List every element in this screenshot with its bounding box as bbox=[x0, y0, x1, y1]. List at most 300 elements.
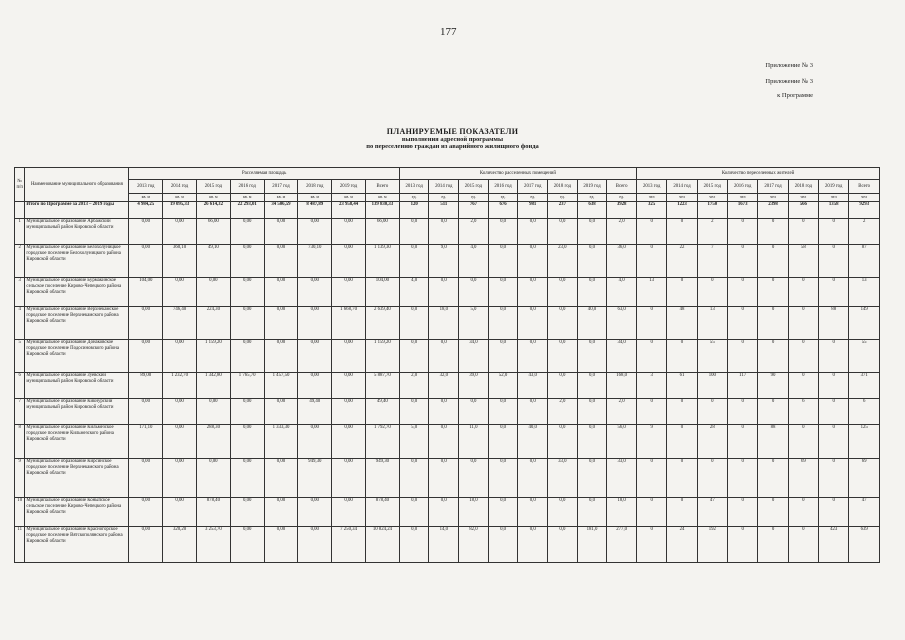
rooms-value: 34,0 bbox=[607, 340, 637, 373]
area-value: 0,00 bbox=[332, 498, 366, 527]
rooms-value: 2,0 bbox=[548, 399, 578, 425]
area-value: 171,10 bbox=[129, 425, 163, 459]
people-value: 13 bbox=[636, 278, 666, 307]
rooms-value: 52,0 bbox=[488, 373, 518, 399]
rooms-value: 36,0 bbox=[607, 245, 637, 278]
header-row-years bbox=[15, 180, 880, 194]
people-value: 0 bbox=[758, 527, 788, 563]
municipality-name: Муниципальное образование Зуевский муниципальный район Кировской области bbox=[25, 373, 129, 399]
total-rooms-value: 511 bbox=[429, 202, 459, 219]
rooms-value: 32,0 bbox=[429, 373, 459, 399]
people-value: 0 bbox=[636, 340, 666, 373]
header-unit: чел bbox=[697, 194, 727, 202]
people-value: 0 bbox=[667, 219, 697, 245]
area-value: 0,00 bbox=[230, 307, 264, 340]
municipality-name: Муниципальное образование Кильмезское городское поселение Кильмезского района Кировской области bbox=[25, 425, 129, 459]
municipality-name: Муниципальное образование Арбажский муниципальный район Кировской области bbox=[25, 219, 129, 245]
people-value: 0 bbox=[788, 498, 818, 527]
people-value: 69 bbox=[849, 459, 880, 498]
rooms-value: 0,0 bbox=[488, 399, 518, 425]
rooms-value: 0,0 bbox=[518, 399, 548, 425]
area-value: 1 232,70 bbox=[163, 373, 197, 399]
area-value: 0,00 bbox=[230, 219, 264, 245]
header-row bbox=[15, 168, 880, 180]
header-row-units bbox=[15, 194, 880, 202]
total-people-value: 9293 bbox=[849, 202, 880, 219]
header-year: 2018 год bbox=[298, 180, 332, 194]
row-number: 11 bbox=[15, 527, 25, 563]
rooms-value: 5,0 bbox=[399, 425, 429, 459]
area-value: 0,00 bbox=[230, 340, 264, 373]
row-number: 7 bbox=[15, 399, 25, 425]
rooms-value: 34,0 bbox=[459, 340, 489, 373]
header-unit: ед. bbox=[518, 194, 548, 202]
page-number: 177 bbox=[440, 26, 457, 38]
area-value: 0,00 bbox=[298, 278, 332, 307]
people-value: 0 bbox=[819, 399, 849, 425]
title-line-1: ПЛАНИРУЕМЫЕ ПОКАЗАТЕЛИ bbox=[386, 127, 519, 136]
total-rooms-value: 767 bbox=[459, 202, 489, 219]
rooms-value: 5,0 bbox=[459, 307, 489, 340]
rooms-value: 4,0 bbox=[459, 245, 489, 278]
rooms-value: 33,0 bbox=[607, 459, 637, 498]
rooms-value: 181,0 bbox=[577, 527, 607, 563]
rooms-value: 18,0 bbox=[607, 498, 637, 527]
area-value: 0,00 bbox=[230, 527, 264, 563]
rooms-value: 0,0 bbox=[459, 278, 489, 307]
header-unit: кв. м bbox=[332, 194, 366, 202]
rooms-value: 0,0 bbox=[399, 399, 429, 425]
row-number: 2 bbox=[15, 245, 25, 278]
area-value: 0,00 bbox=[163, 425, 197, 459]
row-number: 8 bbox=[15, 425, 25, 459]
rooms-value: 9,0 bbox=[429, 245, 459, 278]
rooms-value: 56,0 bbox=[607, 425, 637, 459]
area-value: 1 159,20 bbox=[196, 340, 230, 373]
row-number: 4 bbox=[15, 307, 25, 340]
rooms-value: 0,0 bbox=[459, 399, 489, 425]
total-area-value: 34 506,59 bbox=[264, 202, 298, 219]
people-value: 0 bbox=[819, 245, 849, 278]
header-year: 2015 год bbox=[697, 180, 727, 194]
area-value: 0,00 bbox=[230, 278, 264, 307]
people-value: 0 bbox=[819, 219, 849, 245]
people-value: 2 bbox=[849, 219, 880, 245]
header-unit: ед. bbox=[577, 194, 607, 202]
people-value: 55 bbox=[697, 340, 727, 373]
rooms-value: 0,0 bbox=[518, 527, 548, 563]
area-value: 1 139,30 bbox=[365, 245, 399, 278]
row-number: 5 bbox=[15, 340, 25, 373]
area-value: 0,00 bbox=[332, 278, 366, 307]
header-year: 2019 год bbox=[819, 180, 849, 194]
header-unit: ед. bbox=[548, 194, 578, 202]
header-unit: кв. м bbox=[365, 194, 399, 202]
people-value: 0 bbox=[728, 219, 758, 245]
rooms-value: 18,0 bbox=[459, 498, 489, 527]
total-people-value: 1673 bbox=[728, 202, 758, 219]
header-year: 2013 год bbox=[399, 180, 429, 194]
people-value: 47 bbox=[697, 498, 727, 527]
area-value: 0,00 bbox=[163, 278, 197, 307]
rooms-value: 11,0 bbox=[459, 425, 489, 459]
area-value: 0,00 bbox=[332, 459, 366, 498]
rooms-value: 40,0 bbox=[577, 307, 607, 340]
rooms-value: 0,0 bbox=[488, 245, 518, 278]
area-value: 0,00 bbox=[163, 399, 197, 425]
header-year: 2017 год bbox=[264, 180, 298, 194]
area-value: 0,00 bbox=[163, 459, 197, 498]
area-value: 0,00 bbox=[230, 498, 264, 527]
area-value: 0,00 bbox=[230, 399, 264, 425]
table-row bbox=[15, 498, 880, 527]
area-value: 0,00 bbox=[332, 425, 366, 459]
appendix-line-3: к Программе bbox=[777, 92, 813, 99]
municipality-name: Муниципальное образование Донаковское городское поселение Подосиновского района Кировской области bbox=[25, 340, 129, 373]
people-value: 0 bbox=[636, 245, 666, 278]
area-value: 7 250,34 bbox=[332, 527, 366, 563]
people-value: 13 bbox=[697, 307, 727, 340]
row-number: 1 bbox=[15, 219, 25, 245]
total-rooms-value: 237 bbox=[548, 202, 578, 219]
rooms-value: 0,0 bbox=[518, 219, 548, 245]
area-value: 0,00 bbox=[129, 399, 163, 425]
people-value: 0 bbox=[758, 459, 788, 498]
rooms-value: 0,0 bbox=[548, 373, 578, 399]
header-unit: кв. м bbox=[129, 194, 163, 202]
header-year: 2017 год bbox=[758, 180, 788, 194]
header-unit: кв. м bbox=[230, 194, 264, 202]
area-value: 0,00 bbox=[264, 307, 298, 340]
rooms-value: 0,0 bbox=[548, 498, 578, 527]
people-value: 371 bbox=[849, 373, 880, 399]
area-value: 89,00 bbox=[129, 373, 163, 399]
area-value: 0,00 bbox=[230, 459, 264, 498]
area-value: 0,00 bbox=[163, 498, 197, 527]
header-unit: ед. bbox=[488, 194, 518, 202]
people-value: 0 bbox=[667, 340, 697, 373]
area-value: 0,00 bbox=[298, 307, 332, 340]
rooms-value: 4,0 bbox=[607, 278, 637, 307]
header-unit: ед. bbox=[607, 194, 637, 202]
people-value: 0 bbox=[758, 245, 788, 278]
people-value: 6 bbox=[849, 399, 880, 425]
people-value: 0 bbox=[758, 498, 788, 527]
people-value: 9 bbox=[636, 425, 666, 459]
area-value: 3 253,70 bbox=[196, 527, 230, 563]
area-value: 0,00 bbox=[298, 340, 332, 373]
municipality-name: Муниципальное образование Кикнурский муниципальный район Кировской области bbox=[25, 399, 129, 425]
appendix-line-2: Приложение № 3 bbox=[765, 78, 813, 85]
total-no bbox=[15, 202, 25, 219]
header-unit: ед. bbox=[459, 194, 489, 202]
people-value: 0 bbox=[636, 219, 666, 245]
rooms-value: 0,0 bbox=[518, 498, 548, 527]
area-value: 0,00 bbox=[129, 498, 163, 527]
header-year: 2016 год bbox=[728, 180, 758, 194]
rooms-value: 0,0 bbox=[488, 278, 518, 307]
rooms-value: 0,0 bbox=[429, 278, 459, 307]
people-value: 0 bbox=[728, 340, 758, 373]
total-people-value: 2398 bbox=[758, 202, 788, 219]
total-people-value: 1358 bbox=[819, 202, 849, 219]
total-rooms-value: 3928 bbox=[607, 202, 637, 219]
people-value: 0 bbox=[697, 459, 727, 498]
appendix-line-1: Приложение № 3 bbox=[765, 62, 813, 69]
total-row bbox=[15, 202, 880, 219]
header-year: 2016 год bbox=[230, 180, 264, 194]
header-year: 2019 год bbox=[577, 180, 607, 194]
people-value: 0 bbox=[819, 278, 849, 307]
people-value: 0 bbox=[636, 498, 666, 527]
table-row bbox=[15, 399, 880, 425]
people-value: 88 bbox=[758, 425, 788, 459]
total-people-value: 1750 bbox=[697, 202, 727, 219]
area-value: 1 342,80 bbox=[196, 373, 230, 399]
area-value: 0,00 bbox=[129, 527, 163, 563]
people-value: 0 bbox=[728, 425, 758, 459]
total-area-value: 4 984,25 bbox=[129, 202, 163, 219]
header-year: 2015 год bbox=[459, 180, 489, 194]
area-value: 0,00 bbox=[298, 498, 332, 527]
area-value: 0,00 bbox=[230, 245, 264, 278]
rooms-value: 2,0 bbox=[459, 219, 489, 245]
people-value: 3 bbox=[636, 373, 666, 399]
area-value: 949,30 bbox=[298, 459, 332, 498]
rooms-value: 0,0 bbox=[577, 425, 607, 459]
rooms-value: 14,0 bbox=[429, 527, 459, 563]
people-value: 0 bbox=[788, 527, 818, 563]
header-unit: кв. м bbox=[163, 194, 197, 202]
people-value: 22 bbox=[667, 245, 697, 278]
header-unit: чел bbox=[636, 194, 666, 202]
rooms-value: 0,0 bbox=[518, 459, 548, 498]
people-value: 0 bbox=[758, 340, 788, 373]
area-value: 0,00 bbox=[264, 340, 298, 373]
people-value: 0 bbox=[728, 278, 758, 307]
people-value: 0 bbox=[667, 498, 697, 527]
rooms-value: 0,0 bbox=[577, 373, 607, 399]
header-unit: ед. bbox=[429, 194, 459, 202]
total-people-value: 1223 bbox=[667, 202, 697, 219]
rooms-value: 4,0 bbox=[399, 278, 429, 307]
header-year: 2013 год bbox=[636, 180, 666, 194]
people-value: 125 bbox=[849, 425, 880, 459]
rooms-value: 0,0 bbox=[488, 498, 518, 527]
rooms-value: 0,0 bbox=[577, 340, 607, 373]
rooms-value: 2,0 bbox=[607, 399, 637, 425]
rooms-value: 0,0 bbox=[399, 340, 429, 373]
total-rooms-value: 981 bbox=[518, 202, 548, 219]
rooms-value: 0,0 bbox=[577, 498, 607, 527]
rooms-value: 0,0 bbox=[577, 278, 607, 307]
people-value: 61 bbox=[667, 373, 697, 399]
rooms-value: 0,0 bbox=[577, 459, 607, 498]
rooms-value: 0,0 bbox=[488, 527, 518, 563]
area-value: 360,10 bbox=[163, 245, 197, 278]
header-unit: кв. м bbox=[298, 194, 332, 202]
total-area-value: 23 958,44 bbox=[332, 202, 366, 219]
header-unit: чел bbox=[788, 194, 818, 202]
people-value: 90 bbox=[758, 373, 788, 399]
area-value: 0,00 bbox=[196, 278, 230, 307]
area-value: 66,00 bbox=[196, 219, 230, 245]
rooms-value: 2,0 bbox=[399, 373, 429, 399]
area-value: 10 824,24 bbox=[365, 527, 399, 563]
people-value: 87 bbox=[849, 245, 880, 278]
total-area-value: 26 614,32 bbox=[196, 202, 230, 219]
people-value: 88 bbox=[819, 307, 849, 340]
total-area-value: 8 487,89 bbox=[298, 202, 332, 219]
header-unit: кв. м bbox=[264, 194, 298, 202]
people-value: 48 bbox=[667, 307, 697, 340]
area-value: 66,00 bbox=[365, 219, 399, 245]
area-value: 0,00 bbox=[129, 459, 163, 498]
area-value: 0,00 bbox=[298, 373, 332, 399]
rooms-value: 0,0 bbox=[429, 219, 459, 245]
rooms-value: 23,0 bbox=[548, 245, 578, 278]
header-unit: чел bbox=[728, 194, 758, 202]
rooms-value: 168,0 bbox=[607, 373, 637, 399]
area-value: 49,40 bbox=[365, 399, 399, 425]
people-value: 0 bbox=[788, 340, 818, 373]
rooms-value: 39,0 bbox=[459, 373, 489, 399]
area-value: 104,00 bbox=[129, 278, 163, 307]
rooms-value: 0,0 bbox=[577, 399, 607, 425]
header-group-area: Расселяемая площадь bbox=[129, 168, 399, 180]
rooms-value: 0,0 bbox=[548, 219, 578, 245]
total-rooms-value: 638 bbox=[577, 202, 607, 219]
header-year: 2016 год bbox=[488, 180, 518, 194]
area-value: 49,10 bbox=[196, 245, 230, 278]
area-value: 0,00 bbox=[129, 340, 163, 373]
people-value: 0 bbox=[728, 307, 758, 340]
rooms-value: 0,0 bbox=[459, 459, 489, 498]
header-year: Всего bbox=[607, 180, 637, 194]
people-value: 24 bbox=[667, 527, 697, 563]
area-value: 746,40 bbox=[163, 307, 197, 340]
people-value: 0 bbox=[728, 459, 758, 498]
area-value: 0,00 bbox=[163, 340, 197, 373]
area-value: 0,00 bbox=[129, 219, 163, 245]
people-value: 0 bbox=[636, 307, 666, 340]
area-value: 0,00 bbox=[332, 245, 366, 278]
header-year: Всего bbox=[849, 180, 880, 194]
municipality-name: Муниципальное образование Белохолуницкое городское поселение Белохолуницкого района Кировской области bbox=[25, 245, 129, 278]
header-year: 2014 год bbox=[163, 180, 197, 194]
municipality-name: Муниципальное образование Верхнекамское городское поселение Верхнекамского района Кировской области bbox=[25, 307, 129, 340]
total-area-value: 19 095,33 bbox=[163, 202, 197, 219]
table-row bbox=[15, 219, 880, 245]
people-value: 0 bbox=[728, 245, 758, 278]
people-value: 0 bbox=[819, 498, 849, 527]
people-value: 0 bbox=[636, 459, 666, 498]
people-value: 0 bbox=[636, 399, 666, 425]
area-value: 0,00 bbox=[332, 373, 366, 399]
area-value: 0,00 bbox=[163, 219, 197, 245]
people-value: 7 bbox=[697, 245, 727, 278]
people-value: 0 bbox=[758, 399, 788, 425]
rooms-value: 0,0 bbox=[577, 219, 607, 245]
people-value: 55 bbox=[849, 340, 880, 373]
people-value: 117 bbox=[728, 373, 758, 399]
total-label: Итого по Программе за 2013 – 2019 годы bbox=[25, 202, 129, 219]
header-year: 2014 год bbox=[429, 180, 459, 194]
area-value: 0,00 bbox=[332, 219, 366, 245]
rooms-value: 0,0 bbox=[399, 498, 429, 527]
area-value: 1 457,50 bbox=[264, 373, 298, 399]
rooms-value: 2,0 bbox=[607, 219, 637, 245]
rooms-value: 0,0 bbox=[399, 219, 429, 245]
header-group-rooms: Количество расселенных помещений bbox=[399, 168, 636, 180]
area-value: 949,30 bbox=[365, 459, 399, 498]
header-unit: чел bbox=[819, 194, 849, 202]
rooms-value: 0,0 bbox=[548, 307, 578, 340]
rooms-value: 0,0 bbox=[548, 278, 578, 307]
row-number: 3 bbox=[15, 278, 25, 307]
rooms-value: 82,0 bbox=[459, 527, 489, 563]
people-value: 0 bbox=[819, 373, 849, 399]
rooms-value: 0,0 bbox=[488, 307, 518, 340]
rooms-value: 0,0 bbox=[399, 527, 429, 563]
rooms-value: 0,0 bbox=[518, 245, 548, 278]
area-value: 878,40 bbox=[365, 498, 399, 527]
table-row bbox=[15, 459, 880, 498]
people-value: 28 bbox=[697, 425, 727, 459]
rooms-value: 0,0 bbox=[518, 340, 548, 373]
area-value: 0,00 bbox=[264, 459, 298, 498]
people-value: 0 bbox=[819, 459, 849, 498]
people-value: 0 bbox=[728, 527, 758, 563]
area-value: 0,00 bbox=[264, 219, 298, 245]
area-value: 49,40 bbox=[298, 399, 332, 425]
header-name: Наименование муниципального образования bbox=[25, 168, 129, 202]
people-value: 0 bbox=[758, 219, 788, 245]
people-value: 0 bbox=[788, 425, 818, 459]
area-value: 288,30 bbox=[196, 425, 230, 459]
rooms-value: 0,0 bbox=[399, 459, 429, 498]
people-value: 0 bbox=[788, 307, 818, 340]
header-unit: чел bbox=[758, 194, 788, 202]
total-people-value: 566 bbox=[788, 202, 818, 219]
row-number: 9 bbox=[15, 459, 25, 498]
people-value: 0 bbox=[788, 278, 818, 307]
header-year: 2017 год bbox=[518, 180, 548, 194]
people-value: 0 bbox=[788, 373, 818, 399]
people-value: 0 bbox=[697, 278, 727, 307]
people-value: 0 bbox=[728, 498, 758, 527]
header-year: 2018 год bbox=[788, 180, 818, 194]
table-row bbox=[15, 278, 880, 307]
area-value: 2 639,40 bbox=[365, 307, 399, 340]
header-year: 2014 год bbox=[667, 180, 697, 194]
total-area-value: 139 830,33 bbox=[365, 202, 399, 219]
area-value: 0,00 bbox=[298, 425, 332, 459]
area-value: 0,00 bbox=[332, 399, 366, 425]
title-line-3: по переселению граждан из аварийного жилищного фонда bbox=[366, 143, 539, 150]
rooms-value: 0,0 bbox=[488, 340, 518, 373]
people-value: 0 bbox=[667, 399, 697, 425]
header-year: 2018 год bbox=[548, 180, 578, 194]
rooms-value: 0,0 bbox=[548, 527, 578, 563]
header-unit: ед. bbox=[399, 194, 429, 202]
rooms-value: 0,0 bbox=[488, 425, 518, 459]
rooms-value: 277,0 bbox=[607, 527, 637, 563]
area-value: 1 765,70 bbox=[230, 373, 264, 399]
area-value: 0,00 bbox=[264, 245, 298, 278]
rooms-value: 0,0 bbox=[399, 307, 429, 340]
people-value: 0 bbox=[758, 307, 788, 340]
